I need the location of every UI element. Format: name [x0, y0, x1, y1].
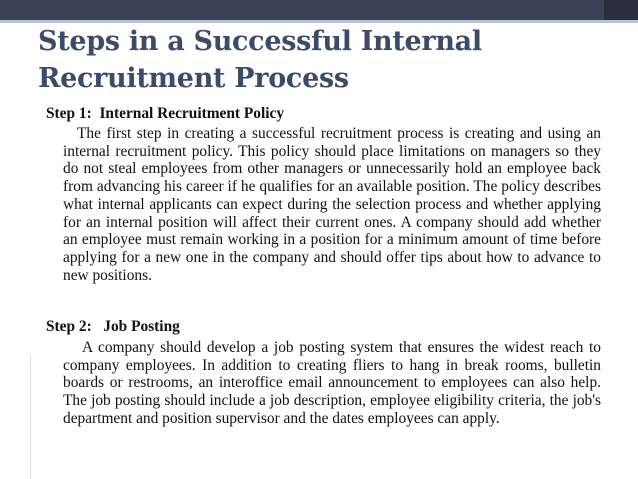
slide-title-line-2: Recruitment Process: [38, 63, 349, 94]
step-2-heading: Step 2: Job Posting: [46, 318, 180, 335]
step-1-body: The first step in creating a successful recruitment process is creating and using an internal recruitment policy. This policy should place limitations on managers so they do not steal employees from other managers or unnecessarily hold an employee back from advancing his career if he qualifies for an available position. The policy describes what internal applicants can expect during the selection process and whether applying for an internal position will affect their current ones. A company should add whether an employee must remain working in a position for a minimum amount of time before applying for a new one in the company and should offer tips about how to advance to new positions.: [63, 125, 601, 284]
step-2-body: A company should develop a job posting system that ensures the widest reach to company employees. In addition to creating fliers to hang in break rooms, bulletin boards or restrooms, an interoffice email announcement to employees can also help. The job posting should include a job description, employee eligibility criteria, the job's department and position supervisor and the dates employees can apply.: [63, 339, 601, 427]
top-banner-corner: [604, 0, 638, 20]
slide-title: [38, 23, 482, 97]
top-banner: [0, 0, 638, 20]
left-divider-line: [30, 355, 31, 479]
step-1-heading: Step 1: Internal Recruitment Policy: [46, 105, 285, 122]
slide-title-line-1: Steps in a Successful Internal: [38, 26, 482, 57]
